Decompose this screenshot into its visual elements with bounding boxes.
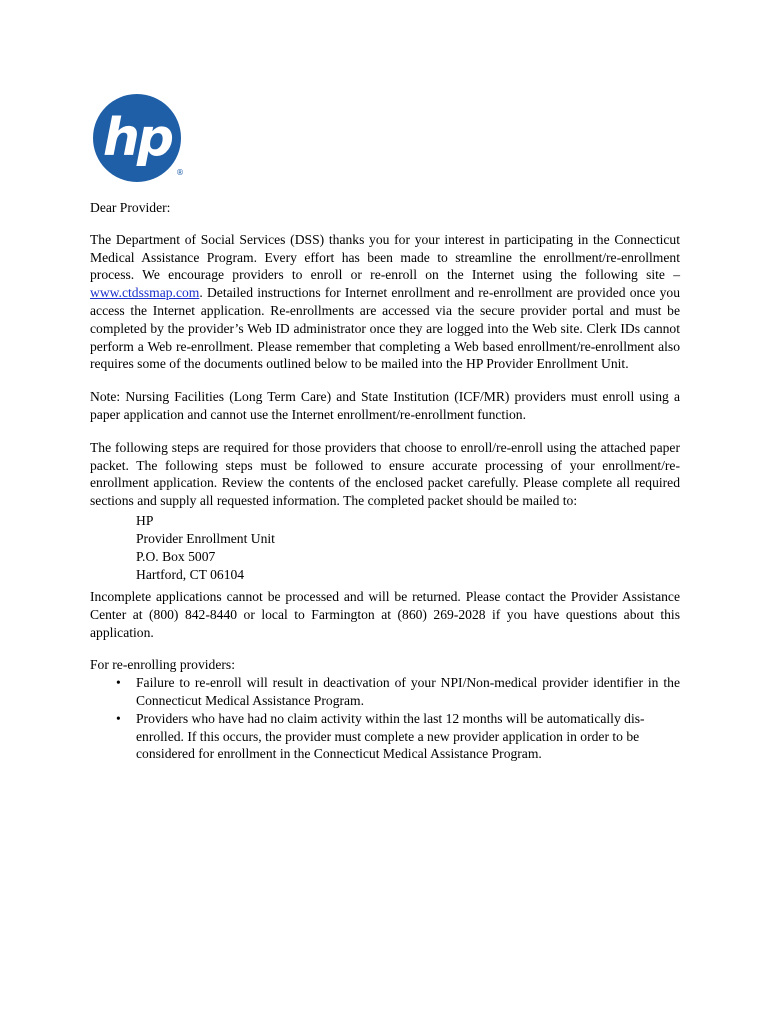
list-item-text: Failure to re-enroll will result in deactivation of your NPI/Non-medical provider identifier in the Connecticut Medical Assistance Program. [136, 675, 680, 708]
intro-paragraph [90, 231, 680, 373]
note-paragraph: Note: Nursing Facilities (Long Term Care) and State Institution (ICF/MR) providers must enroll using a paper application and cannot use the Internet enrollment/re-enrollment function. [90, 389, 680, 422]
intro-text-after-link: . Detailed instructions for Internet enrollment and re-enrollment are provided once you access the Internet application. Re-enrollments are accessed via the secure provider portal and must be completed by the provider’s Web ID administrator once they are logged into the Web site. Clerk IDs cannot perform a Web re-enrollment. Please remember that completing a Web based enrollment/re-enrollment also requires some of the documents outlined below to be mailed into the HP Provider Enrollment Unit. [90, 285, 680, 372]
ctdssmap-link[interactable]: www.ctdssmap.com [90, 285, 200, 301]
mailing-address [136, 512, 680, 584]
bullet-glyph: • [116, 710, 121, 726]
list-item [90, 674, 680, 710]
bullet-glyph: • [116, 675, 121, 691]
incomplete-paragraph: Incomplete applications cannot be processed and will be returned. Please contact the Provider Assistance Center at (800) 842-8440 or local to Farmington at (860) 269-2028 if you have questions about this application. [90, 588, 680, 640]
hp-logo-text: hp [102, 108, 172, 168]
address-line-2: Provider Enrollment Unit [136, 530, 275, 546]
list-item [90, 710, 680, 763]
address-line-1: HP [136, 512, 154, 528]
address-line-4: Hartford, CT 06104 [136, 566, 245, 582]
reenroll-list [90, 674, 680, 763]
intro-text-before-link: The Department of Social Services (DSS) thanks you for your interest in participating in the Connecticut Medical Assistance Program. Every effort has been made to streamline the enrollment/re-enrollment process. We encourage providers to enroll or re-enroll on the Internet using the following site – [90, 231, 680, 283]
list-item-text: Providers who have had no claim activity within the last 12 months will be automatically dis-enrolled. If this occurs, the provider must complete a new provider application in order to be considered for enrollment in the Connecticut Medical Assistance Program. [136, 710, 645, 762]
hp-logo [90, 93, 186, 183]
registered-mark: ® [176, 168, 184, 177]
steps-paragraph: The following steps are required for those providers that choose to enroll/re-enroll using the attached paper packet. The following steps must be followed to ensure accurate processing of your enrollment/re-enrollment application. Review the contents of the enclosed packet carefully. Please complete all required sections and supply all requested information. The completed packet should be mailed to: [90, 439, 680, 509]
reenroll-heading: For re-enrolling providers: [90, 657, 235, 673]
letter-body [90, 199, 680, 763]
greeting: Dear Provider: [90, 200, 171, 215]
address-line-3: P.O. Box 5007 [136, 548, 216, 564]
